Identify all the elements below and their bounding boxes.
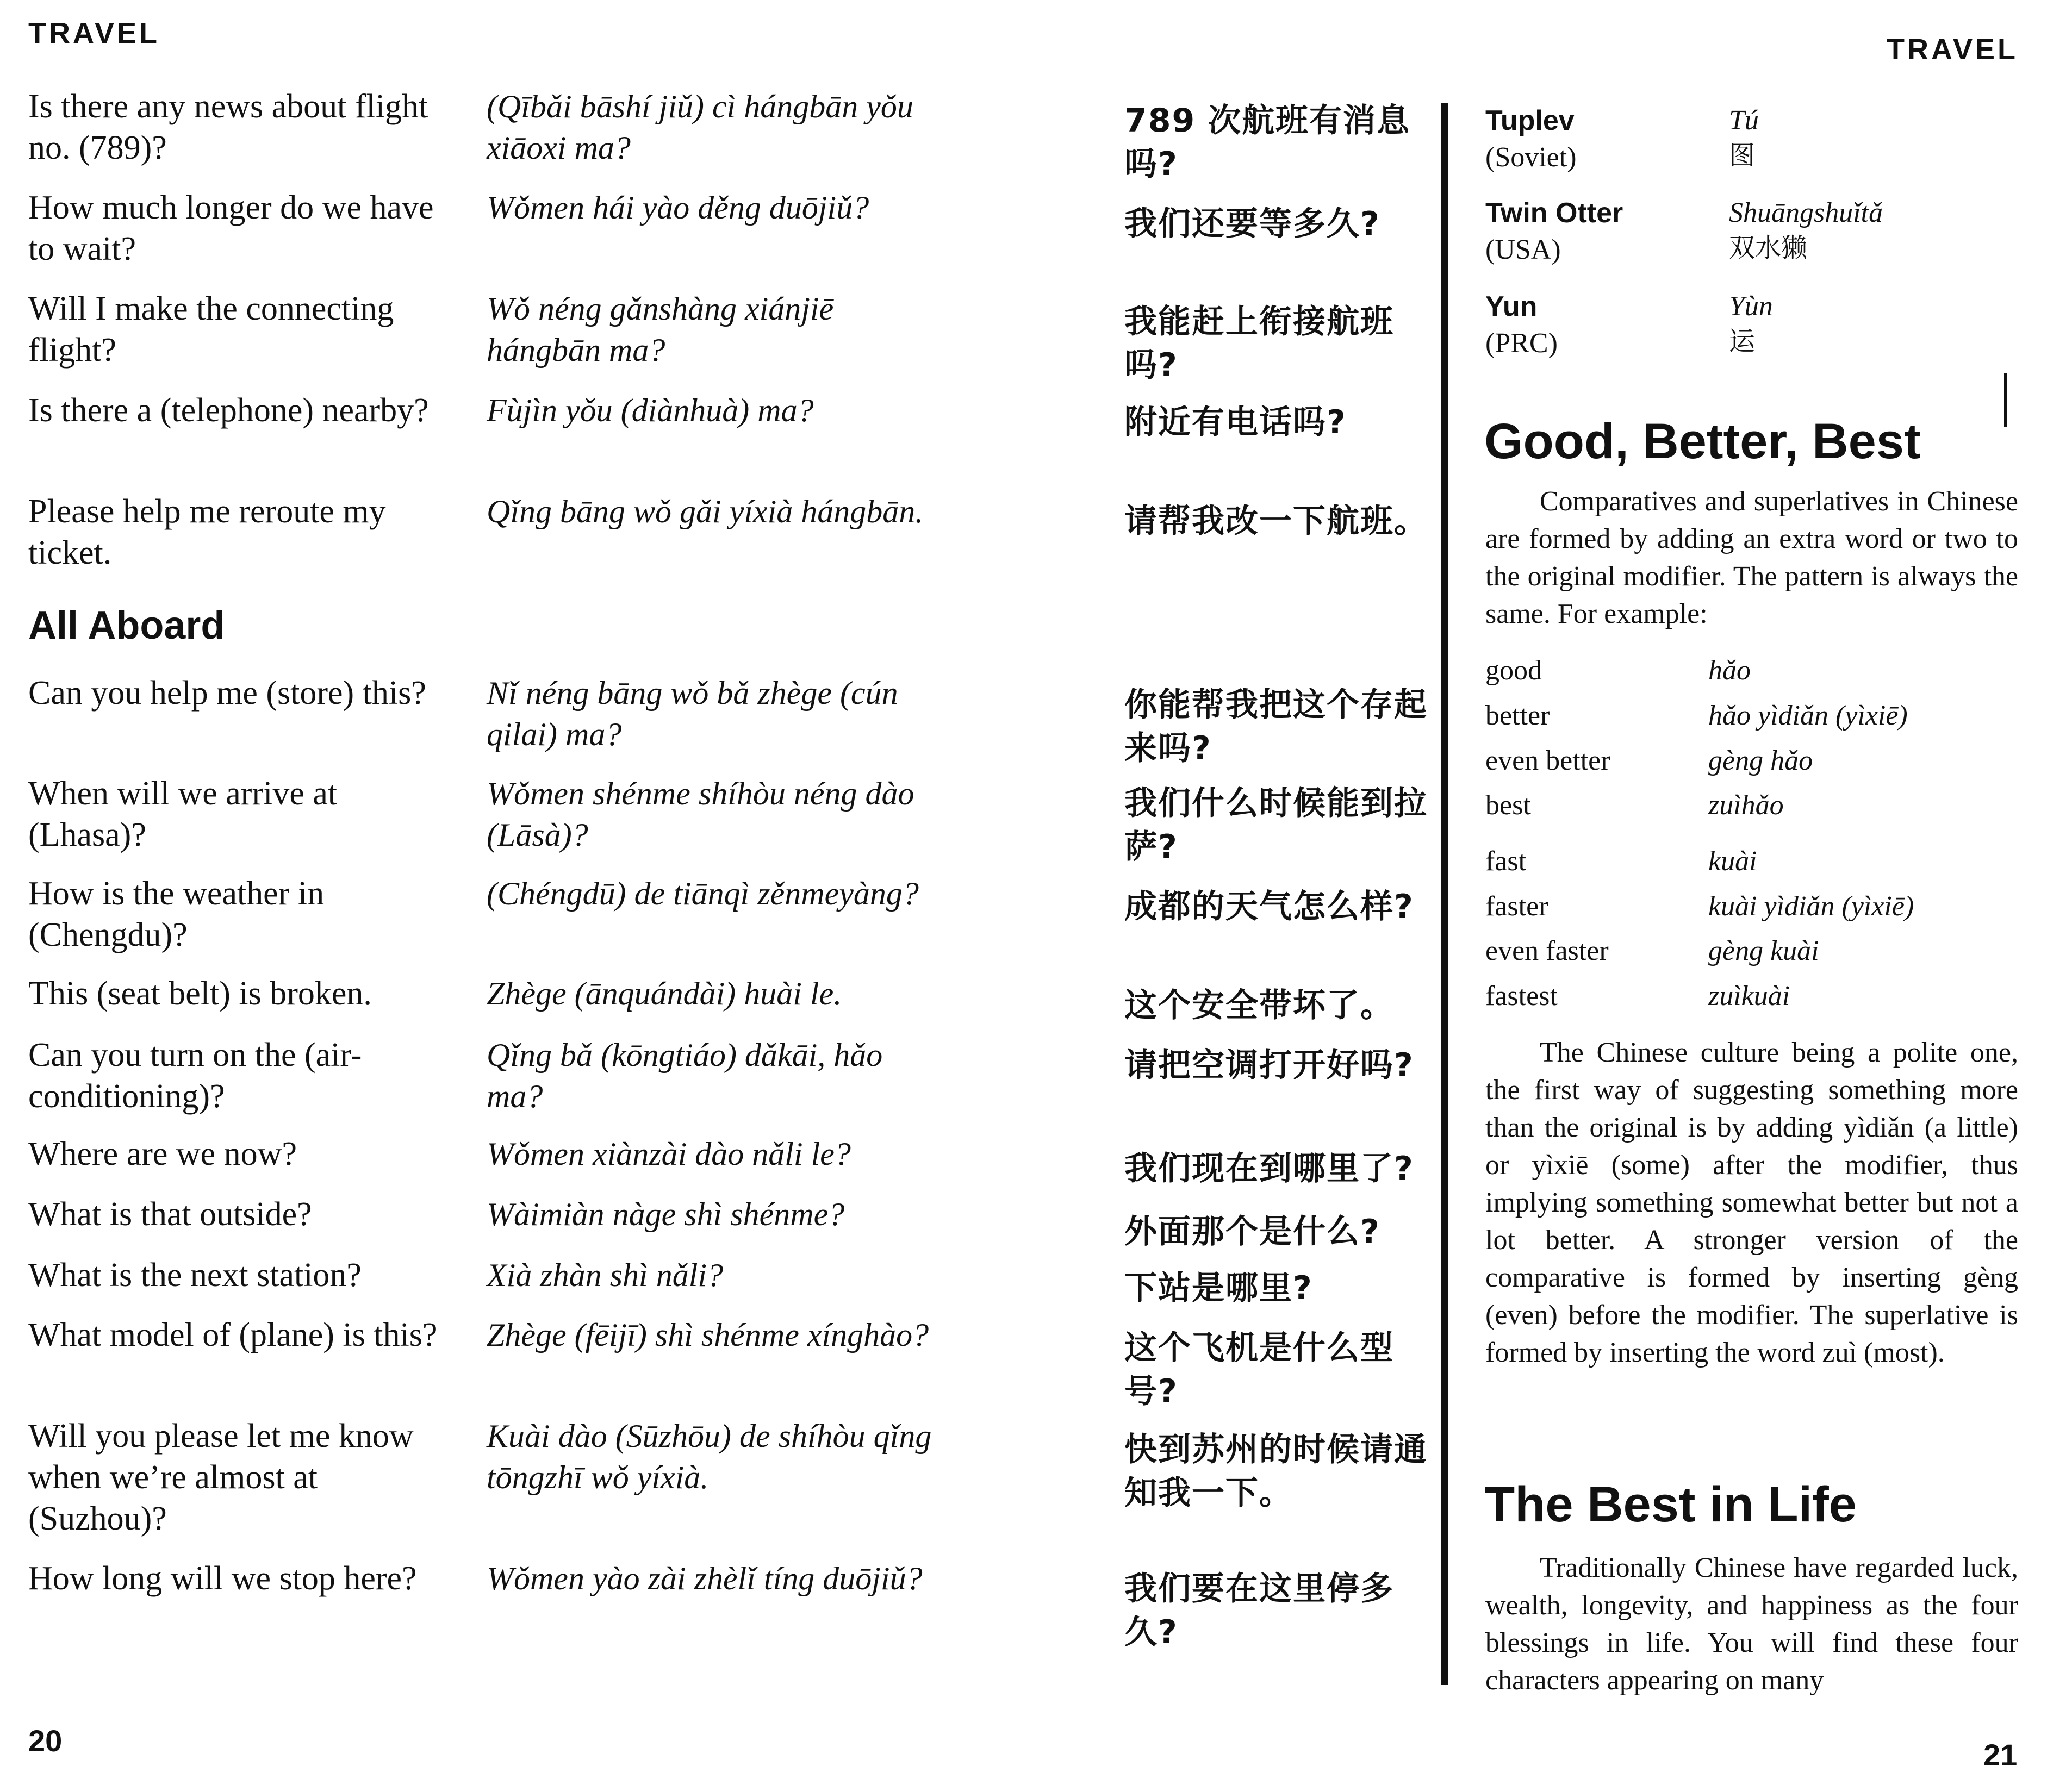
- phrase-chinese: 我们什么时候能到拉萨?: [1124, 784, 1428, 866]
- column-divider: [1441, 103, 1448, 1685]
- phrase-en: Is there any news about flight no. (789)?: [28, 88, 428, 166]
- aircraft-origin: (Soviet): [1485, 142, 1577, 173]
- comparison-pinyin: hǎo: [1708, 655, 1751, 686]
- phrase-en: Is there a (telephone) nearby?: [28, 392, 429, 429]
- section-title-good-better-best: Good, Better, Best: [1484, 414, 1921, 469]
- section2-body: Traditionally Chinese have regarded luck, wealth, longevity, and happiness as the four blessings in life. You will find these four characters appearing on many: [1485, 1552, 2018, 1696]
- aircraft-pinyin: Tú: [1729, 105, 1759, 136]
- comparison-pinyin: kuài yìdiǎn (yìxiē): [1708, 891, 1914, 922]
- comparison-en: better: [1485, 700, 1550, 731]
- phrase-en: What model of (plane) is this?: [28, 1316, 438, 1353]
- comparison-en: even better: [1485, 745, 1610, 776]
- section-title-all-aboard: All Aboard: [28, 604, 225, 647]
- comparison-pinyin: kuài: [1708, 846, 1757, 877]
- margin-mark: [2004, 373, 2007, 427]
- comparison-en: fast: [1485, 846, 1527, 877]
- phrase-en: Can you help me (store) this?: [28, 675, 426, 712]
- phrase-pinyin: Nǐ néng bāng wǒ bǎ zhège (cún qilai) ma?: [487, 675, 898, 752]
- phrase-chinese: 我们还要等多久?: [1124, 205, 1380, 243]
- right-page-header: TRAVEL: [1887, 33, 2018, 66]
- comparison-pinyin: zuìhǎo: [1708, 790, 1784, 821]
- phrase-pinyin: Qǐng bāng wǒ gǎi yíxià hángbān.: [487, 494, 924, 529]
- left-page-header: TRAVEL: [28, 17, 160, 49]
- phrase-en: How is the weather in (Chengdu)?: [28, 875, 325, 953]
- aircraft-chinese: 双水獭: [1729, 233, 1808, 263]
- phrase-chinese: 外面那个是什么?: [1124, 1213, 1380, 1251]
- aircraft-origin: (PRC): [1485, 328, 1558, 359]
- comparison-pinyin: hǎo yìdiǎn (yìxiē): [1708, 700, 1908, 731]
- aircraft-chinese: 图: [1729, 140, 1756, 171]
- phrase-pinyin: (Chéngdū) de tiānqì zěnmeyàng?: [487, 876, 919, 912]
- aircraft-pinyin: Yùn: [1729, 291, 1773, 322]
- phrase-chinese: 我们要在这里停多久?: [1124, 1570, 1394, 1651]
- phrase-en: What is the next station?: [28, 1257, 362, 1294]
- phrase-en: Will you please let me know when we’re almost at (Suzhou)?: [28, 1418, 414, 1537]
- phrase-chinese: 我们现在到哪里了?: [1124, 1150, 1414, 1188]
- phrase-chinese: 这个安全带坏了。: [1124, 987, 1394, 1025]
- comparison-en: fastest: [1485, 981, 1558, 1012]
- phrase-chinese: 这个飞机是什么型号?: [1124, 1329, 1394, 1411]
- aircraft-name: Twin Otter: [1485, 197, 1623, 229]
- phrase-chinese: 成都的天气怎么样?: [1124, 888, 1414, 926]
- aircraft-name: Yun: [1485, 291, 1538, 322]
- comparison-en: best: [1485, 790, 1531, 821]
- aircraft-origin: (USA): [1485, 234, 1561, 265]
- comparison-pinyin: zuìkuài: [1708, 981, 1790, 1012]
- phrase-en: Can you turn on the (air-conditioning)?: [28, 1037, 362, 1115]
- phrase-pinyin: Wǒmen yào zài zhèlǐ tíng duōjiǔ?: [487, 1561, 923, 1596]
- phrase-pinyin: Qǐng bǎ (kōngtiáo) dǎkāi, hǎo ma?: [487, 1037, 883, 1114]
- phrase-pinyin: Kuài dào (Sūzhōu) de shíhòu qǐng tōngzhī wǒ yíxià.: [487, 1418, 932, 1495]
- phrase-pinyin: Xià zhàn shì nǎli?: [487, 1257, 724, 1293]
- phrase-en: Will I make the connecting flight?: [28, 290, 394, 369]
- section1-body: The Chinese culture being a polite one, the first way of suggesting something more than the original is by adding yìdiǎn (a little) or yìxiē (some) after the modifier, thus implying something somewhat better but not a lot better. A stronger version of the comparative is formed by inserting gèng (even) before the modifier. The superlative is formed by inserting the word zuì (most).: [1485, 1037, 2018, 1368]
- phrase-chinese: 我能赶上衔接航班吗?: [1124, 303, 1394, 384]
- phrase-pinyin: Zhège (ānquándài) huài le.: [487, 976, 842, 1012]
- comparison-pinyin: gèng kuài: [1708, 935, 1819, 966]
- phrase-pinyin: Fùjìn yǒu (diànhuà) ma?: [487, 392, 814, 428]
- aircraft-name: Tuplev: [1485, 105, 1575, 136]
- comparison-en: even faster: [1485, 935, 1609, 966]
- phrase-en: This (seat belt) is broken.: [28, 975, 372, 1012]
- phrase-pinyin: Wǒmen shénme shíhòu néng dào (Lāsà)?: [487, 776, 914, 853]
- phrase-chinese: 请帮我改一下航班。: [1124, 502, 1428, 540]
- left-page-number: 20: [28, 1724, 63, 1758]
- comparison-en: good: [1485, 655, 1542, 686]
- section1-intro: Comparatives and superlatives in Chinese are formed by adding an extra word or two to the original modifier. The pattern is always the same. For example:: [1485, 486, 2018, 629]
- phrase-pinyin: Wǒ néng gǎnshàng xiánjiē hángbān ma?: [487, 291, 834, 368]
- right-page-number: 21: [1983, 1738, 2018, 1772]
- phrase-chinese: 下站是哪里?: [1124, 1269, 1313, 1307]
- phrase-chinese: 789 次航班有消息吗?: [1124, 102, 1411, 183]
- phrase-en: Please help me reroute my ticket.: [28, 493, 386, 571]
- phrase-pinyin: Wàimiàn nàge shì shénme?: [487, 1196, 845, 1232]
- phrase-en: When will we arrive at (Lhasa)?: [28, 775, 338, 853]
- comparison-en: faster: [1485, 891, 1548, 922]
- phrase-pinyin: Wǒmen hái yào děng duōjiǔ?: [487, 190, 869, 226]
- phrase-en: What is that outside?: [28, 1196, 312, 1233]
- phrase-pinyin: (Qībǎi bāshí jiǔ) cì hángbān yǒu xiāoxi ma?: [487, 89, 913, 166]
- phrase-en: How long will we stop here?: [28, 1560, 417, 1597]
- phrase-chinese: 快到苏州的时候请通知我一下。: [1124, 1431, 1428, 1512]
- phrase-pinyin: Zhège (fēijī) shì shénme xínghào?: [487, 1317, 929, 1353]
- aircraft-chinese: 运: [1729, 326, 1756, 357]
- aircraft-pinyin: Shuāngshuǐtǎ: [1729, 197, 1883, 228]
- phrase-chinese: 你能帮我把这个存起来吗?: [1124, 686, 1428, 767]
- phrase-chinese: 附近有电话吗?: [1124, 403, 1347, 441]
- section-title-best-in-life: The Best in Life: [1484, 1477, 1857, 1532]
- phrase-en: How much longer do we have to wait?: [28, 189, 434, 267]
- phrase-pinyin: Wǒmen xiànzài dào nǎli le?: [487, 1136, 851, 1172]
- comparison-pinyin: gèng hǎo: [1708, 745, 1813, 776]
- phrase-en: Where are we now?: [28, 1135, 297, 1172]
- phrase-chinese: 请把空调打开好吗?: [1124, 1046, 1414, 1084]
